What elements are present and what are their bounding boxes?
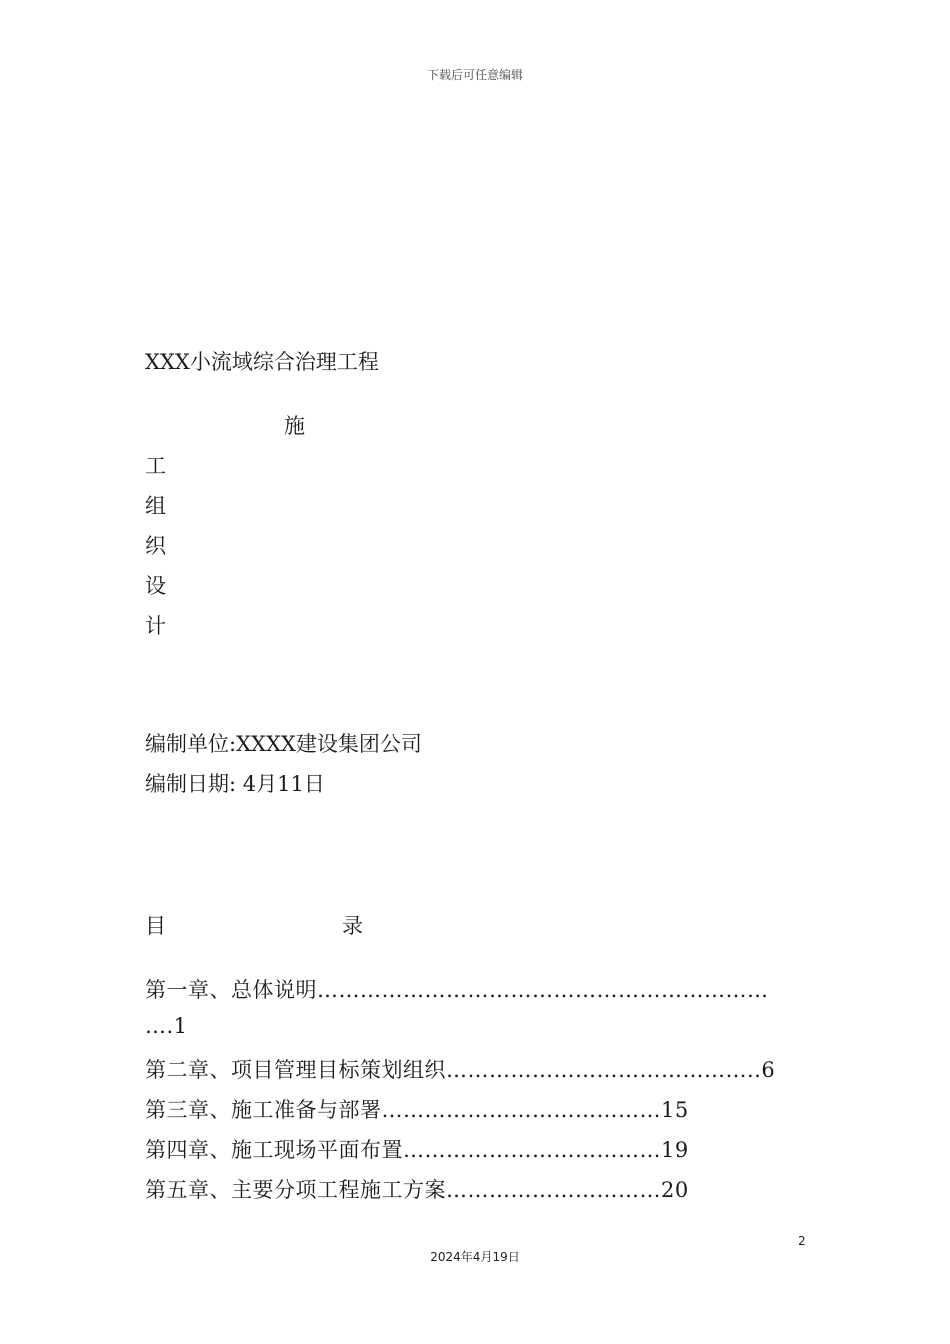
cover-title: XXX小流域综合治理工程 (145, 350, 379, 374)
toc-heading-right: 录 (342, 914, 363, 938)
toc-entry[interactable]: 第五章、主要分项工程施工方案…………………………20 (145, 1178, 689, 1202)
vertical-title-char: 组 (145, 494, 166, 518)
vertical-title-char: 工 (145, 454, 166, 478)
page-number: 2 (798, 1234, 806, 1248)
toc-entry[interactable]: ….1 (145, 1014, 188, 1038)
toc-entry[interactable]: 第二章、项目管理目标策划组织……………………………………..6 (145, 1058, 776, 1082)
vertical-title-char: 织 (145, 534, 166, 558)
toc-heading-left: 目 (145, 914, 166, 938)
vertical-title-char: 计 (145, 614, 166, 638)
compiler-unit: 编制单位:XXXX建设集团公司 (145, 732, 422, 756)
toc-entry[interactable]: 第四章、施工现场平面布置………………………………19 (145, 1138, 689, 1162)
compile-date: 编制日期: 4月11日 (145, 772, 325, 796)
vertical-title-char: 施 (284, 414, 305, 438)
vertical-title-char: 设 (145, 574, 166, 598)
toc-entry[interactable]: 第一章、总体说明……………………………………………………… (145, 978, 769, 1002)
footer-date: 2024年4月19日 (430, 1250, 520, 1264)
toc-entry[interactable]: 第三章、施工准备与部署…………………………………15 (145, 1098, 689, 1122)
header-note: 下载后可任意编辑 (426, 68, 523, 82)
